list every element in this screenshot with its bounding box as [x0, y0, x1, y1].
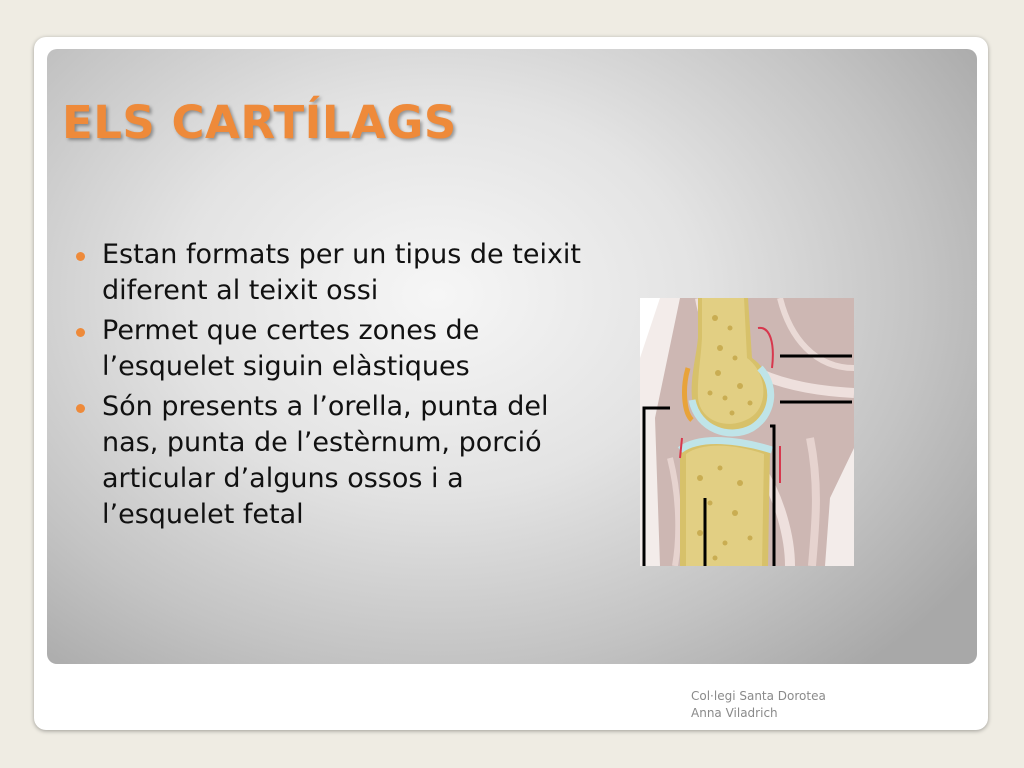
- bullet-text: Estan formats per un tipus de teixit diferent al teixit ossi: [102, 239, 582, 306]
- footer-author: Anna Viladrich: [691, 706, 778, 720]
- bullet-list: [76, 237, 596, 537]
- bullet-item: [76, 237, 596, 309]
- bullet-icon: [76, 404, 85, 413]
- bullet-item: [76, 313, 596, 385]
- bullet-icon: [76, 328, 85, 337]
- bullet-icon: [76, 252, 85, 261]
- footer: [691, 688, 826, 722]
- bullet-text: Són presents a l’orella, punta del nas, punta de l’estèrnum, porció articular d’alguns ossos i a l’esquelet fetal: [102, 391, 549, 530]
- bullet-text: Permet que certes zones de l’esquelet siguin elàstiques: [102, 315, 480, 382]
- joint-cartilage-diagram: [640, 298, 854, 566]
- slide-title: ELS CARTÍLAGS: [62, 96, 457, 149]
- footer-school: Col·legi Santa Dorotea: [691, 689, 826, 703]
- bullet-item: [76, 389, 596, 533]
- joint-cross-section-image: [640, 298, 854, 566]
